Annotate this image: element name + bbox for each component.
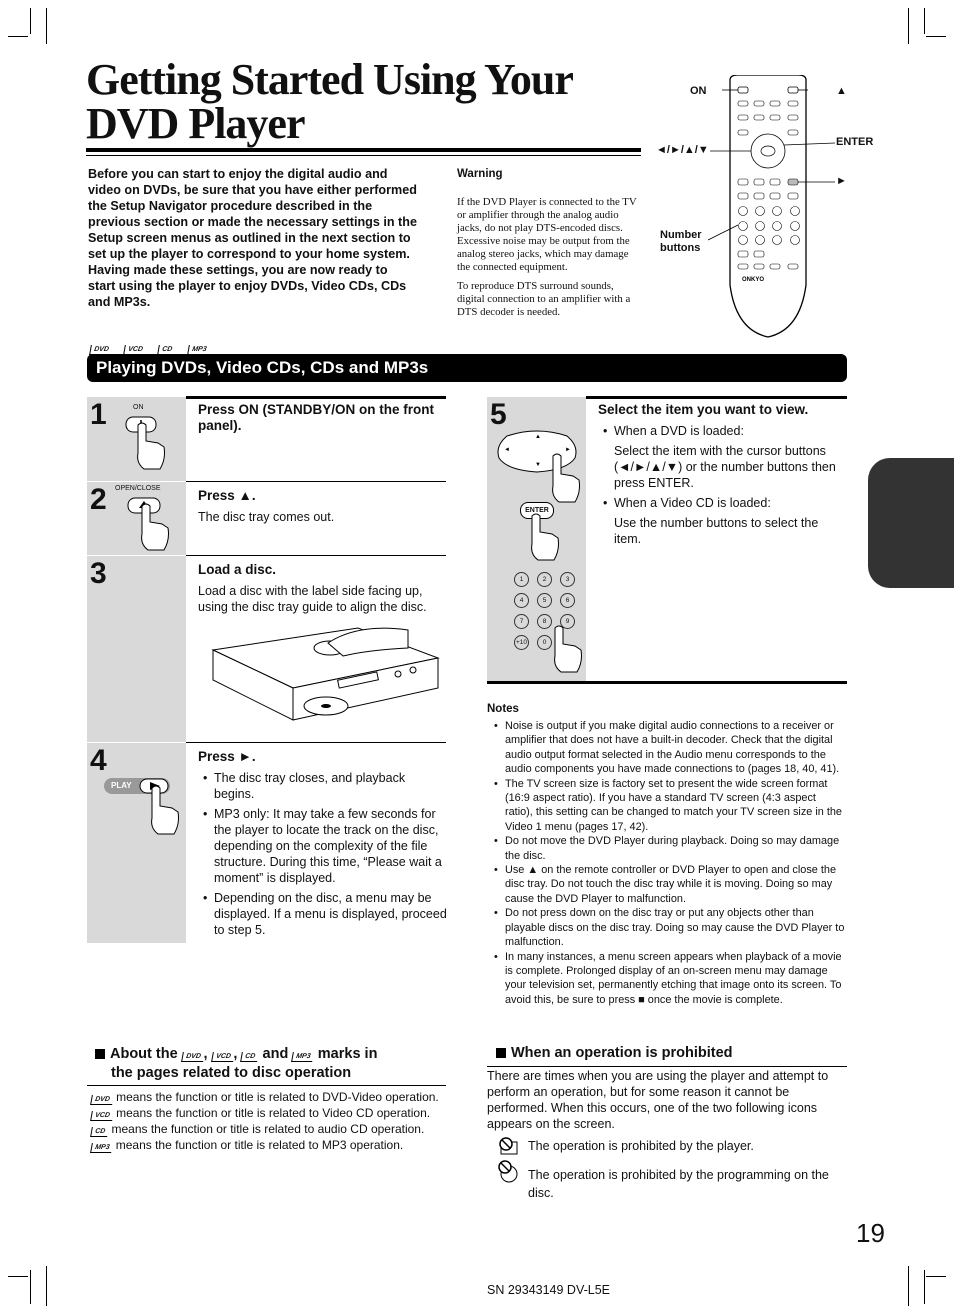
step-number: 3 [90,557,107,590]
number-key: 7 [514,614,529,629]
vcd-badge: VCD [90,1111,114,1121]
prohibited-heading-text: When an operation is prohibited [511,1045,733,1061]
about-heading-part: the pages related to disc operation [111,1065,352,1081]
crop-mark [30,8,31,34]
step5-heading: Select the item you want to view. [598,402,809,417]
prohibited-player-icon [498,1136,520,1158]
remote-label-number-line2: buttons [660,242,701,254]
step-number: 5 [490,398,507,431]
step4-bullet: • The disc tray closes, and playback begins. [198,770,448,802]
step2-text: The disc tray comes out. [198,510,335,524]
about-heading: About the DVD , VCD , CD and MP3 marks in the pages related to disc operation [95,1045,445,1083]
step-divider [87,555,186,556]
square-bullet-icon [95,1049,105,1059]
remote-label-on: ON [690,85,707,97]
side-tab [868,458,954,588]
step4-bullet: • MP3 only: It may take a few seconds for the player to locate the track on the disc, depending on the complexity of the file structure. During this time, “Please wait a moment” is displayed. [198,806,448,886]
number-key: +10 [514,635,529,650]
note-item: • In many instances, a menu screen appears when playback of a movie is complete. Prolonged display of an on-screen menu may damage your television set, permanently etching that image onto its screen. To avoid this, be sure to press ■ once the movie is complete. [489,950,845,1008]
remote-label-play: ► [836,175,847,187]
step5-content [598,423,844,547]
step-number: 4 [90,744,107,777]
step5-dvd-text: Select the item with the cursor buttons (◄/►/▲/▼) or the number buttons then press ENTER. [614,444,836,490]
about-line [91,1105,451,1121]
crop-mark [8,1276,28,1277]
step1-heading: Press ON (STANDBY/ON on the front panel). [198,402,435,433]
svg-text:►: ► [565,447,571,453]
vcd-badge: VCD [123,345,147,355]
number-key: 1 [514,572,529,587]
svg-text:▲: ▲ [535,434,541,440]
enter-button: ENTER [520,502,554,519]
crop-mark [926,1276,946,1277]
svg-text:◄: ◄ [504,447,510,453]
note-item: • Do not press down on the disc tray or put any objects other than playable discs on the disc tray. Doing so may cause the DVD Player to malfunction. [489,906,845,949]
warning-text: If the DVD Player is connected to the TV or amplifier through the analog audio jacks, do not play DTS-encoded discs. Excessive noise may be output from the analog stereo jacks, which may damage the connected equipment. [457,196,637,273]
about-rule [87,1085,446,1086]
note-item: • Do not move the DVD Player during playback. Doing so may damage the disc. [489,834,845,863]
number-key: 4 [514,593,529,608]
step5-bullet: • When a Video CD is loaded: [598,495,844,511]
mp3-badge: MP3 [90,1143,113,1153]
prohibited-disc-icon [498,1160,520,1184]
open-close-label: OPEN/CLOSE [115,485,161,492]
crop-mark [30,1270,31,1304]
prohibited-line-1: The operation is prohibited by the player. [528,1139,754,1153]
footer-code: SN 29343149 DV-L5E [487,1283,611,1297]
remote-brand: ONKYO [742,277,765,283]
cursor-pad-icon [495,426,585,506]
number-key: 6 [560,593,575,608]
number-key: 0 [537,635,552,650]
title-rule [86,148,641,152]
about-heading-part: and [262,1046,289,1062]
step2-heading: Press ▲. [198,488,256,503]
crop-mark [908,8,909,44]
hand-press-enter-icon [522,512,562,562]
remote-label-arrows: ◄/►/▲/▼ [656,144,709,156]
mp3-badge: MP3 [291,1052,314,1062]
warning-heading: Warning [457,168,503,180]
cd-badge: CD [240,1052,259,1062]
about-line-text: means the function or title is related to DVD-Video operation. [116,1090,439,1104]
page-number: 19 [856,1218,885,1248]
cd-badge: CD [158,345,177,355]
square-bullet-icon [496,1048,506,1058]
about-line-text: means the function or title is related to Video CD operation. [116,1106,431,1120]
mp3-badge: MP3 [187,345,210,355]
crop-mark [8,36,28,37]
about-heading-part: About the [110,1046,178,1062]
dvd-player-illustration [208,618,443,730]
step5-bullet: • When a DVD is loaded: [598,423,844,439]
dvd-badge: DVD [89,345,113,355]
warning-dts-text: To reproduce DTS surround sounds, digital connection to an amplifier with a DTS decoder is needed. [457,280,631,318]
step-rule [586,396,847,399]
about-line-text: means the function or title is related to MP3 operation. [115,1138,404,1152]
prohibited-heading [496,1045,733,1061]
hand-press-number-icon [545,624,585,674]
page-title [86,55,573,148]
play-button-label: PLAY [111,781,132,790]
on-button-label: ON [133,404,144,411]
number-key: 3 [560,572,575,587]
hand-press-eject-icon [124,494,174,552]
step3-text: Load a disc with the label side facing up, using the disc tray guide to align the disc. [198,584,427,614]
remote-label-number-buttons [660,229,702,255]
step4-heading: Press ►. [198,749,256,764]
number-key: 8 [537,614,552,629]
dvd-badge: DVD [181,1052,205,1062]
prohibited-text: There are times when you are using the player and attempt to perform an operation, but for some reason it cannot be performed. When this occurs, one of the two following icons appears on the screen. [487,1069,829,1131]
prohibited-line-2: The operation is prohibited by the programming on the disc. [528,1168,829,1200]
step-divider [87,742,186,743]
prohibited-rule [487,1066,847,1067]
number-key: 9 [560,614,575,629]
crop-mark [46,1266,47,1306]
crop-mark [908,1266,909,1306]
notes-list [489,719,845,1007]
step-rule [186,555,446,556]
step-rule [186,742,446,743]
step-number: 2 [90,483,107,516]
page-title-line-1: Getting Started Using Your [86,55,573,104]
about-line [91,1089,451,1105]
number-key: 5 [537,593,552,608]
vcd-badge: VCD [211,1052,235,1062]
about-line [91,1121,451,1137]
step-number: 1 [90,398,107,431]
step-rule [487,681,847,684]
cd-badge: CD [90,1127,109,1137]
step-divider [87,481,186,482]
about-heading-part: marks in [317,1046,378,1062]
remote-illustration [650,75,875,340]
notes-heading: Notes [487,703,519,715]
step4-bullets [198,770,448,942]
intro-paragraph: Before you can start to enjoy the digital audio and video on DVDs, be sure that you have either performed the Setup Navigator procedure described in the previous section or made the necessary settings in the Setup screen menus as outlined in the next section to set up the player to correspond to your home system. Having made these settings, you are now ready to start using the player to enjoy DVDs, Video CDs, CDs and MP3s. [88,167,417,309]
hand-press-play-icon [138,778,188,838]
about-lines [91,1089,451,1153]
step4-bullet: • Depending on the disc, a menu may be displayed. If a menu is displayed, proceed to step 5. [198,890,448,938]
remote-label-number-line1: Number [660,229,702,241]
dvd-badge: DVD [90,1095,114,1105]
crop-mark [926,36,946,37]
page-title-line-2: DVD Player [86,99,305,148]
step3-heading: Load a disc. [198,562,277,577]
title-rule-thin [86,155,641,156]
crop-mark [46,8,47,44]
hand-press-on-icon [120,413,170,471]
about-line-text: means the function or title is related to audio CD operation. [111,1122,425,1136]
note-item: • Use ▲ on the remote controller or DVD Player to open and close the disc tray. Do not touch the disc tray while it is moving. Doing so may cause the DVD Player to malfunction. [489,863,845,906]
step-rule [186,481,446,482]
remote-label-enter: ENTER [836,136,874,148]
crop-mark [924,8,925,34]
note-item: • Noise is output if you make digital audio connections to a receiver or amplifier that does not have a built-in decoder. Check that the digital audio output format selected in the Audio menu corresponds to the audio components you have made connections to (pages 18, 40, 41). [489,719,845,777]
step-rule [186,396,446,399]
svg-text:▼: ▼ [535,462,541,468]
step5-vcd-text: Use the number buttons to select the item. [614,516,819,546]
note-item: • The TV screen size is factory set to present the wide screen format (16:9 aspect ratio). If you have a standard TV screen (4:3 aspect ratio), this setting can be changed to match your TV screen size in the Video 1 menu (pages 17, 42). [489,777,845,835]
number-key: 2 [537,572,552,587]
section-title-bar: Playing DVDs, Video CDs, CDs and MP3s [87,354,847,382]
about-line [91,1137,451,1153]
remote-label-eject: ▲ [836,85,847,97]
steps-gray-column [87,397,186,943]
crop-mark [924,1270,925,1304]
remote-figure [650,75,875,340]
